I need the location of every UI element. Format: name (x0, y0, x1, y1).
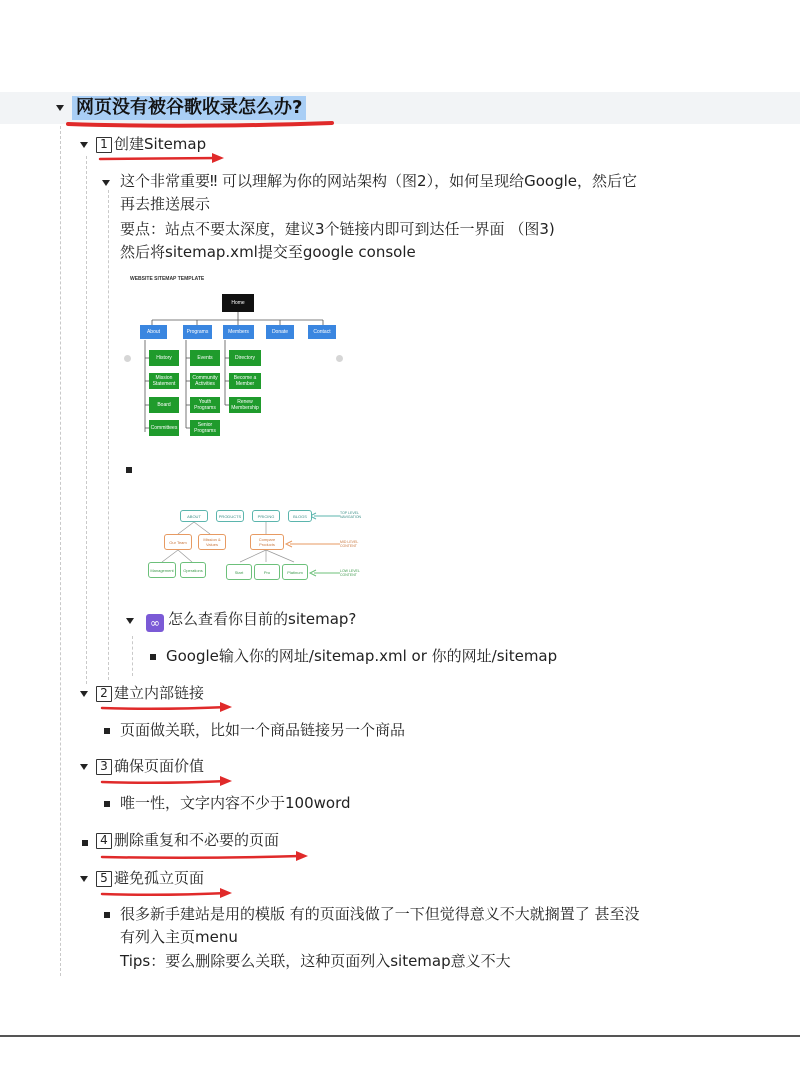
body-line: 这个非常重要‼ 可以理解为你的网站架构（图2），如何呈现给Google，然后它 (120, 172, 637, 190)
collapse-toggle-icon[interactable] (80, 691, 88, 697)
body-line: 要点：站点不要太深度，建议3个链接内即可到达任一界面 （图3) (120, 220, 555, 238)
indent-guide (108, 190, 109, 680)
bullet-icon (104, 912, 110, 918)
number-two-icon: 2 (96, 686, 112, 702)
body-line: Tips：要么删除要么关联，这种页面列入sitemap意义不大 (120, 952, 511, 970)
level-label: LOW LEVEL CONTENT (340, 569, 360, 577)
sitemap-node: Renew Membership (229, 397, 261, 413)
sitemap-node: Directory (229, 350, 261, 366)
sitemap-node: Members (223, 325, 254, 339)
sitemap-node: Board (149, 397, 179, 413)
bullet-icon (104, 801, 110, 807)
page-title: 网页没有被谷歌收录怎么办? (72, 96, 306, 120)
sub-heading (146, 608, 356, 632)
number-five-icon: 5 (96, 871, 112, 887)
red-arrow-stroke (100, 850, 320, 864)
sitemap-node: Become a Member (229, 373, 261, 389)
hierarchy-node: Platinum (282, 564, 308, 580)
indent-guide (132, 636, 133, 676)
body-line: Google输入你的网址/sitemap.xml or 你的网址/sitemap (166, 647, 558, 665)
section-heading (96, 830, 279, 850)
section-heading-text: 建立内部链接 (114, 684, 205, 702)
collapse-toggle-icon[interactable] (80, 876, 88, 882)
sitemap-template-image (118, 270, 348, 440)
hierarchy-node: Our Team (164, 534, 192, 550)
section-heading (96, 868, 204, 888)
top-whitespace (0, 0, 800, 92)
sitemap-node: Committees (149, 420, 179, 436)
red-arrow-stroke (100, 775, 240, 789)
level-label: TOP LEVEL NAVIGATION (340, 511, 362, 519)
body-line: 再去推送展示 (120, 195, 211, 213)
collapse-toggle-icon[interactable] (126, 618, 134, 624)
indent-guide (86, 156, 87, 684)
infinity-icon: ∞ (146, 614, 164, 632)
sitemap-node: Youth Programs (190, 397, 220, 413)
body-line: 唯一性，文字内容不少于100word (120, 794, 351, 812)
site-hierarchy-image (140, 500, 370, 590)
collapse-toggle-icon[interactable] (102, 180, 110, 186)
body-line: 然后将sitemap.xml提交至google console (120, 243, 416, 261)
sitemap-node-root: Home (222, 294, 254, 312)
hierarchy-node: Operations (180, 562, 206, 578)
image-resize-handle[interactable] (124, 355, 131, 362)
red-arrow-stroke (100, 887, 240, 901)
collapse-toggle-icon[interactable] (56, 105, 64, 111)
sitemap-node: Contact (308, 325, 336, 339)
section-heading-text: 删除重复和不必要的页面 (114, 831, 280, 849)
hierarchy-node: Mission & Values (198, 534, 226, 550)
bottom-divider (0, 1035, 800, 1037)
body-line: 页面做关联，比如一个商品链接另一个商品 (120, 721, 406, 739)
level-label: MID LEVEL CONTENT (340, 540, 359, 548)
sitemap-node: Donate (266, 325, 294, 339)
section-heading-text: 避免孤立页面 (114, 869, 205, 887)
hierarchy-node: ABOUT (180, 510, 208, 522)
section-heading-text: 创建Sitemap (114, 135, 207, 153)
sitemap-node: Events (190, 350, 220, 366)
sub-heading-text: 怎么查看你目前的sitemap? (168, 610, 357, 628)
sitemap-node: History (149, 350, 179, 366)
hierarchy-node: Start (226, 564, 252, 580)
red-arrow-stroke (98, 152, 228, 166)
bullet-icon (104, 728, 110, 734)
section-heading (96, 683, 204, 703)
red-arrow-stroke (100, 701, 240, 715)
section-heading (96, 134, 206, 154)
sitemap-node: Mission Statement (149, 373, 179, 389)
number-three-icon: 3 (96, 759, 112, 775)
indent-guide (60, 126, 61, 976)
sitemap-node: About (140, 325, 167, 339)
section-heading-text: 确保页面价值 (114, 757, 205, 775)
number-one-icon: 1 (96, 137, 112, 153)
body-line: 有列入主页menu (120, 928, 238, 946)
collapse-toggle-icon[interactable] (80, 142, 88, 148)
bullet-icon (126, 467, 132, 473)
hierarchy-node: PRODUCTS (216, 510, 244, 522)
section-heading (96, 756, 204, 776)
bullet-icon (82, 840, 88, 846)
sitemap-node: Senior Programs (190, 420, 220, 436)
hierarchy-node: PRICING (252, 510, 280, 522)
image-resize-handle[interactable] (336, 355, 343, 362)
sitemap-node: Community Activities (190, 373, 220, 389)
hierarchy-node: Management (148, 562, 176, 578)
collapse-toggle-icon[interactable] (80, 764, 88, 770)
sitemap-node: Programs (183, 325, 212, 339)
hierarchy-node: Pro (254, 564, 280, 580)
hierarchy-node: BLOGS (288, 510, 312, 522)
image-caption: WEBSITE SITEMAP TEMPLATE (130, 276, 205, 282)
number-four-icon: 4 (96, 833, 112, 849)
bullet-icon (150, 654, 156, 660)
hierarchy-node: Compare Products (250, 534, 284, 550)
body-line: 很多新手建站是用的模版 有的页面浅做了一下但觉得意义不大就搁置了 甚至没 (120, 905, 640, 923)
red-underline-stroke (66, 118, 336, 130)
